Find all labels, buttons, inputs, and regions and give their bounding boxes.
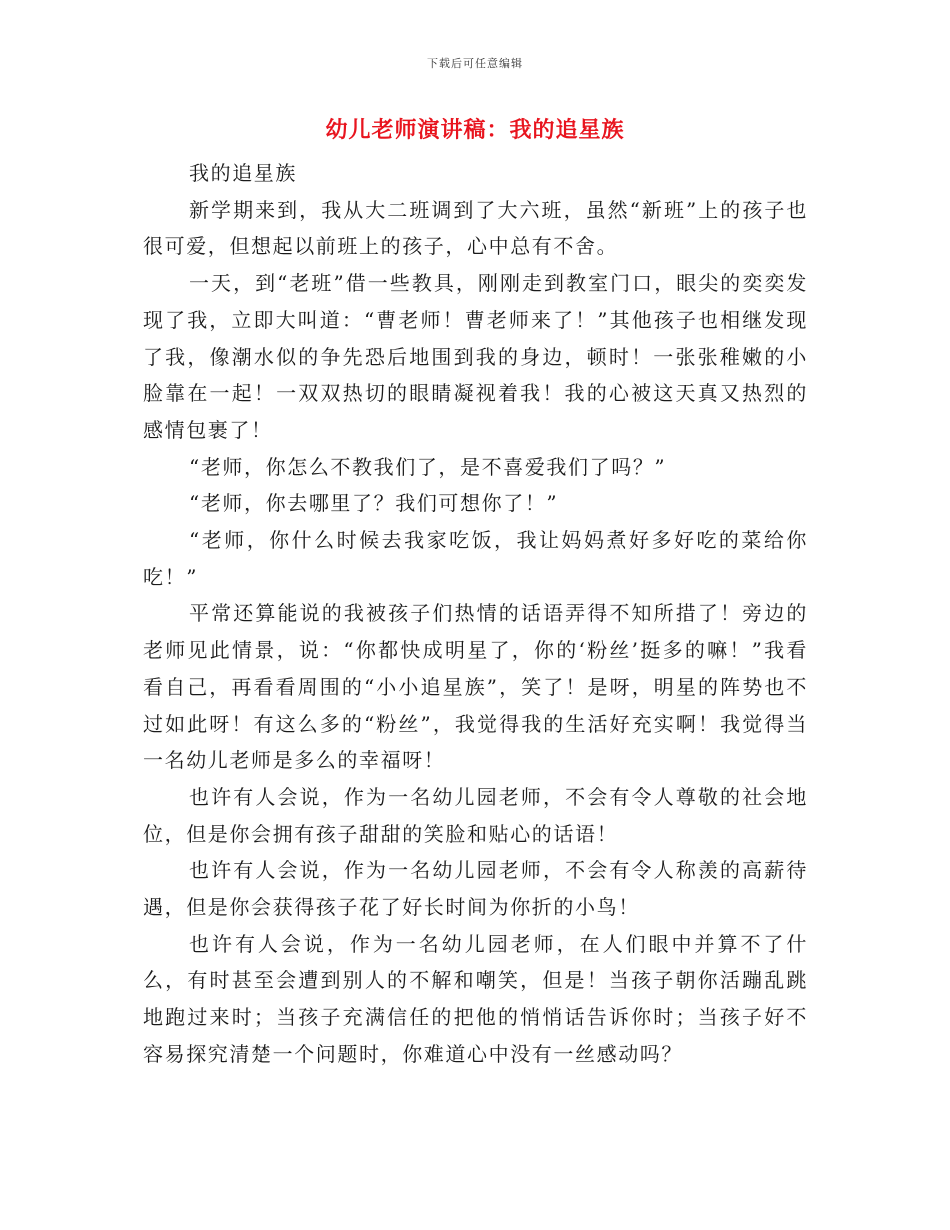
paragraph: 也许有人会说，作为一名幼儿园老师，不会有令人称羡的高薪待遇，但是你会获得孩子花了好长时间为你折的小鸟！ bbox=[143, 858, 808, 920]
paragraph: 新学期来到，我从大二班调到了大六班，虽然“新班”上的孩子也很可爱，但想起以前班上的孩子，心中总有不舍。 bbox=[143, 197, 808, 259]
paragraph: “老师，你去哪里了？我们可想你了！” bbox=[189, 491, 559, 516]
paragraph: “老师，你怎么不教我们了，是不喜爱我们了吗？” bbox=[189, 454, 667, 479]
paragraph: 也许有人会说，作为一名幼儿园老师，不会有令人尊敬的社会地位，但是你会拥有孩子甜甜的笑脸和贴心的话语！ bbox=[143, 784, 808, 846]
header-note: 下载后可任意编辑 bbox=[427, 57, 523, 70]
paragraph: 平常还算能说的我被孩子们热情的话语弄得不知所措了！旁边的老师见此情景，说：“你都快成明星了，你的‘粉丝’挺多的嘛！”我看看自己，再看看周围的“小小追星族”，笑了！是呀，明星的阵势也不过如此呀！有这么多的“粉丝”，我觉得我的生活好充实啊！我觉得当一名幼儿老师是多么的幸福呀！ bbox=[143, 601, 808, 773]
paragraph: 我的追星族 bbox=[189, 161, 297, 185]
paragraph: 一天，到“老班”借一些教具，刚刚走到教室门口，眼尖的奕奕发现了我，立即大叫道：“曹老师！曹老师来了！”其他孩子也相继发现了我，像潮水似的争先恐后地围到我的身边，顿时！一张张稚嫩的小脸靠在一起！一双双热切的眼睛凝视着我！我的心被这天真又热烈的感情包裹了！ bbox=[143, 271, 808, 442]
paragraph: “老师，你什么时候去我家吃饭，我让妈妈煮好多好吃的菜给你吃！” bbox=[143, 528, 808, 589]
document-title: 幼儿老师演讲稿：我的追星族 bbox=[325, 118, 625, 143]
paragraph: 也许有人会说，作为一名幼儿园老师，在人们眼中并算不了什么，有时甚至会遭到别人的不解和嘲笑，但是！当孩子朝你活蹦乱跳地跑过来时；当孩子充满信任的把他的悄悄话告诉你时；当孩子好不容易探究清楚一个问题时，你难道心中没有一丝感动吗？ bbox=[143, 931, 808, 1066]
document-body bbox=[143, 155, 808, 1073]
